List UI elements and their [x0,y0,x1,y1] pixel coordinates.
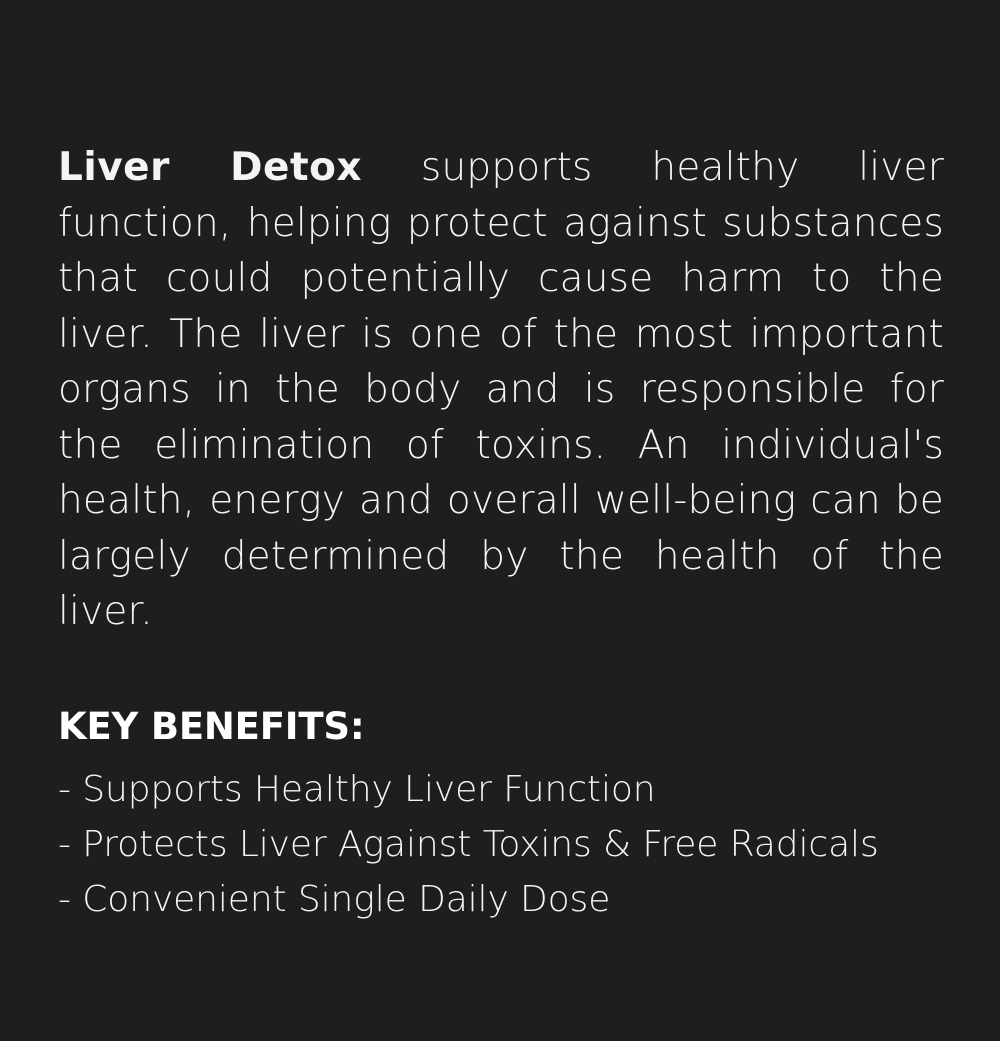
list-item: - Protects Liver Against Toxins & Free Radicals [58,823,879,865]
list-item: - Convenient Single Daily Dose [58,878,611,920]
list-item: - Supports Healthy Liver Function [58,768,656,810]
key-benefits-heading: KEY BENEFITS: [58,704,365,748]
product-description-text: supports healthy liver function, helping protect against substances that could potentially cause harm to the liver. The liver is one of the most important organs in the body and is responsible for the elimination of toxins. An individual's health, energy and overall well-being can be largely determined by the health of the liver. [58,145,944,634]
key-benefits-list [58,762,942,927]
product-description [58,140,944,640]
product-name: Liver Detox [58,145,363,190]
